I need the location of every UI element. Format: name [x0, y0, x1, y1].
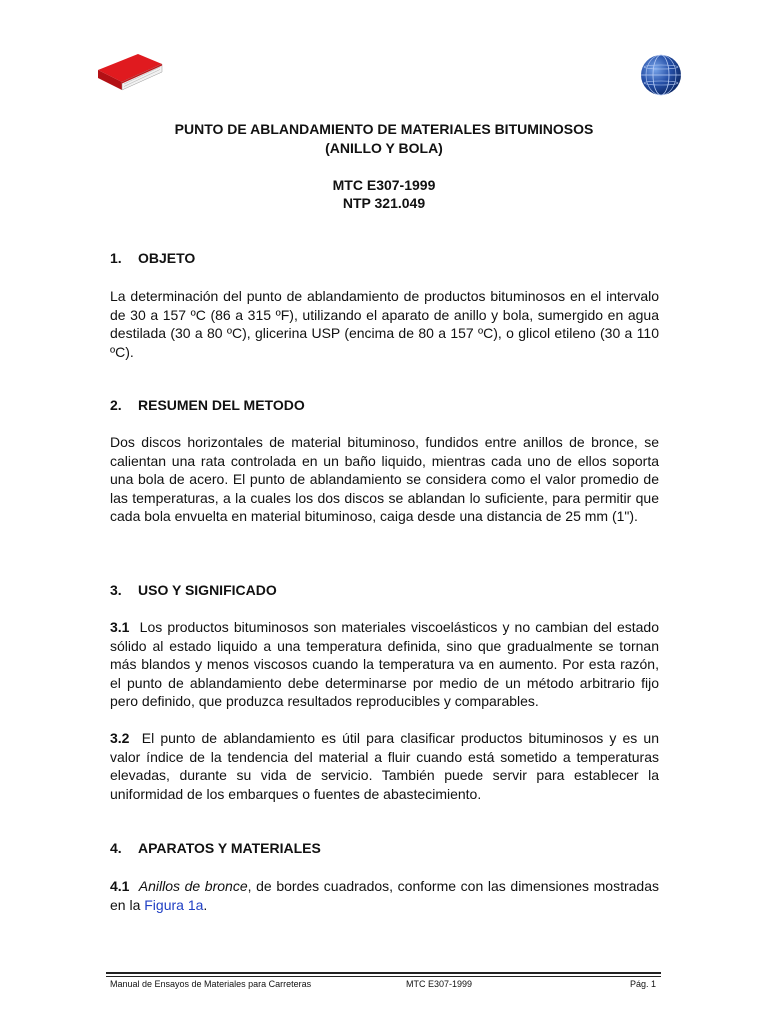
section-heading-resumen: [110, 397, 305, 413]
footer-manual-title: Manual de Ensayos de Materiales para Carreteras: [110, 979, 312, 989]
document-title: PUNTO DE ABLANDAMIENTO DE MATERIALES BITUMINOSOS: [174, 121, 594, 137]
paragraph-number: 4.1: [110, 878, 130, 894]
section-title: APARATOS Y MATERIALES: [138, 840, 321, 856]
paragraph-3-1: [110, 618, 659, 711]
footer-page-number: Pág. 1: [630, 979, 657, 989]
section-title: USO Y SIGNIFICADO: [138, 582, 277, 598]
footer-rule: [106, 972, 661, 977]
section-heading-aparatos: [110, 840, 321, 856]
paragraph-text: El punto de ablandamiento es útil para clasificar productos bituminosos y es un valor índice de la tendencia del material a fluir cuando está sometido a temperaturas elevadas, durante su vida de servicio. También puede servir para establecer la uniformidad de los embarques o fuentes de abastecimiento.: [110, 730, 660, 802]
section-heading-uso: [110, 582, 277, 598]
paragraph-text-end: .: [203, 896, 208, 913]
section-heading-objeto: [110, 250, 195, 266]
paragraph-number: 3.2: [110, 730, 130, 746]
section-number: 2.: [110, 397, 122, 413]
section-body-resumen: Dos discos horizontales de material bituminoso, fundidos entre anillos de bronce, se calientan una rata controlada en un baño liquido, mientras cada uno de ellos soporta una bola de acero. El punto de ablandamiento se considera como el valor promedio de las temperaturas, a la cuales los dos discos se ablandan lo suficiente, para permitir que cada bola envuelta en material bituminoso, caiga desde una distancia de 25 mm (1").: [110, 434, 659, 525]
standard-code-ntp: NTP 321.049: [342, 195, 426, 211]
document-subtitle: (ANILLO Y BOLA): [325, 140, 443, 156]
paragraph-3-2: [110, 729, 659, 803]
red-book-icon: [94, 50, 164, 92]
paragraph-number: 3.1: [110, 619, 130, 635]
paragraph-italic-term: Anillos de bronce: [138, 878, 248, 894]
section-title: RESUMEN DEL METODO: [138, 397, 305, 413]
section-number: 1.: [110, 250, 122, 266]
globe-icon: [640, 54, 682, 96]
paragraph-4-1: [110, 877, 659, 914]
footer-standard-code: MTC E307-1999: [406, 979, 473, 989]
section-body-objeto: La determinación del punto de ablandamiento de productos bituminosos en el intervalo de 30 a 157 ºC (86 a 315 ºF), utilizando el aparato de anillo y bola, sumergido en agua destilada (30 a 80 ºC), glicerina USP (encima de 80 a 157 ºC), o glicol etileno (30 a 110 ºC).: [110, 288, 659, 360]
figure-1a-link[interactable]: Figura 1a: [144, 896, 204, 913]
standard-code-mtc: MTC E307-1999: [332, 177, 436, 193]
section-number: 3.: [110, 582, 122, 598]
section-number: 4.: [110, 840, 122, 856]
paragraph-text: , de bordes cuadrados, conforme con las dimensiones mostradas en la: [110, 878, 659, 913]
section-title: OBJETO: [138, 250, 196, 266]
paragraph-text: Los productos bituminosos son materiales viscoelásticos y no cambian del estado sólido al estado liquido a una temperatura definida, sino que gradualmente se tornan más blandos y menos viscosos cuando la temperatura va en aumento. Por esta razón, el punto de ablandamiento debe determinarse por medio de un método arbitrario fijo pero definido, que produzca resultados reproducibles y comparables.: [110, 619, 659, 710]
